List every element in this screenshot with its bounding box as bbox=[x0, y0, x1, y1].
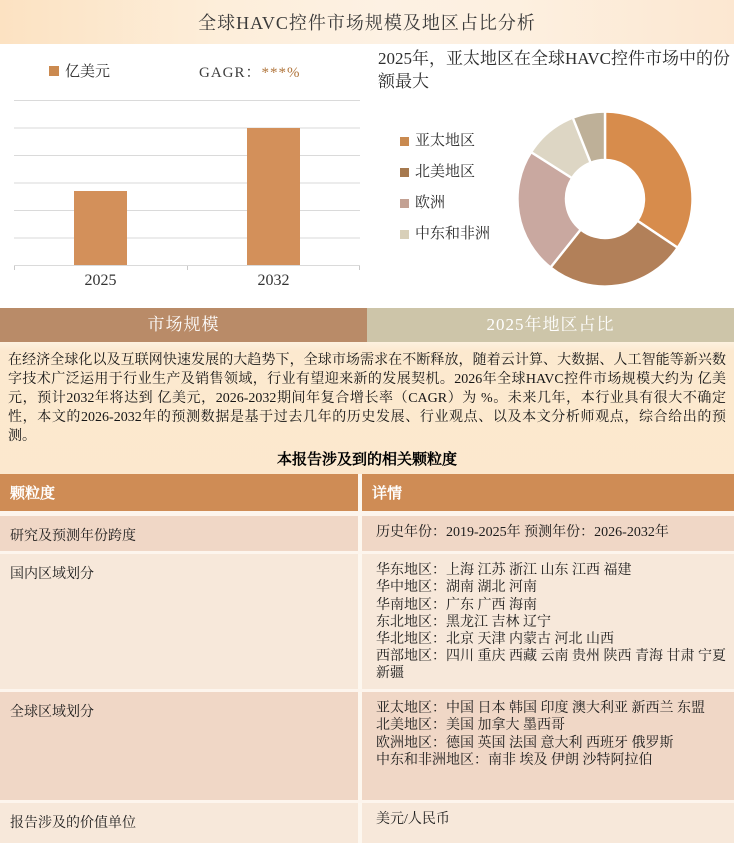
axis-tick bbox=[359, 266, 360, 270]
granularity-cell: 研究及预测年份跨度 bbox=[0, 516, 362, 551]
pie-chart-legend bbox=[400, 132, 506, 256]
legend-label: 亿美元 bbox=[65, 64, 111, 80]
detail-line: 西部地区：四川 重庆 西藏 云南 贵州 陕西 青海 甘肃 宁夏 新疆 bbox=[376, 649, 726, 681]
legend-item bbox=[400, 163, 506, 182]
bar-2025 bbox=[74, 191, 127, 265]
table-header-granularity: 颗粒度 bbox=[0, 474, 362, 511]
cagr-value: ***% bbox=[261, 65, 301, 81]
report-section bbox=[0, 342, 734, 832]
table-row bbox=[0, 551, 734, 689]
bar-chart bbox=[0, 44, 367, 308]
tab-market-size[interactable]: 市场规模 bbox=[0, 308, 367, 342]
detail-line: 华中地区：湖南 湖北 河南 bbox=[376, 580, 537, 596]
granularity-table bbox=[0, 474, 734, 843]
title-banner bbox=[0, 0, 734, 44]
detail-line: 东北地区：黑龙江 吉林 辽宁 bbox=[376, 614, 551, 630]
section-tabs bbox=[0, 308, 734, 342]
table-header-detail: 详情 bbox=[372, 485, 403, 502]
legend-item bbox=[400, 132, 506, 151]
legend-swatch-icon bbox=[400, 137, 409, 146]
bar-plot-area bbox=[14, 100, 360, 266]
table-row bbox=[0, 800, 734, 843]
detail-line: 华东地区：上海 江苏 浙江 山东 江西 福建 bbox=[376, 563, 632, 578]
legend-item bbox=[400, 194, 506, 213]
detail-line: 历史年份：2019-2025年 预测年份：2026-2032年 bbox=[376, 525, 669, 540]
x-axis-labels bbox=[14, 272, 360, 290]
detail-line: 亚太地区：中国 日本 韩国 印度 澳大利亚 新西兰 东盟 bbox=[376, 701, 705, 717]
table-body bbox=[0, 511, 734, 843]
pie-chart bbox=[367, 44, 734, 308]
detail-line: 北美地区：美国 加拿大 墨西哥 bbox=[376, 718, 565, 734]
x-axis-label: 2025 bbox=[84, 272, 117, 289]
x-axis-label: 2032 bbox=[257, 272, 290, 289]
granularity-cell: 报告涉及的价值单位 bbox=[0, 803, 362, 843]
bar-2032 bbox=[247, 128, 300, 266]
granularity-cell: 国内区域划分 bbox=[0, 554, 362, 689]
axis-tick bbox=[14, 266, 15, 270]
cagr-annotation bbox=[199, 61, 301, 82]
detail-cell bbox=[362, 803, 734, 843]
legend-item bbox=[400, 225, 506, 244]
detail-cell bbox=[362, 692, 734, 800]
legend-label: 欧洲 bbox=[415, 195, 446, 211]
cagr-prefix: GAGR： bbox=[199, 65, 262, 81]
bar-chart-legend bbox=[49, 60, 110, 81]
donut-chart-graphic bbox=[513, 107, 697, 291]
charts-section bbox=[0, 44, 734, 308]
table-header-row bbox=[0, 474, 734, 511]
detail-line: 华南地区：广东 广西 海南 bbox=[376, 597, 537, 613]
detail-cell bbox=[362, 516, 734, 551]
legend-label: 亚太地区 bbox=[415, 133, 476, 149]
table-title: 本报告涉及到的相关颗粒度 bbox=[276, 451, 457, 468]
table-row bbox=[0, 689, 734, 800]
detail-line: 美元/人民币 bbox=[376, 812, 450, 828]
report-paragraph: 在经济全球化以及互联网快速发展的大趋势下，全球市场需求在不断释放，随着云计算、大数据、人工智能等新兴数字技术广泛运用于行业生产及销售领域，行业有望迎来新的发展契机。2026年全球HAVC控件市场规模大约为 亿美元，预计2032年将达到 亿美元，2026-2032期间年复合增长率（CAGR）为 %。未来几年，本行业具有很大不确定性，本文的2026-2032年的预测数据是基于过去几年的历史发展、行业观点、以及本文分析师观点，综合给出的预测。 bbox=[8, 353, 726, 444]
page-title: 全球HAVC控件市场规模及地区占比分析 bbox=[198, 13, 536, 33]
table-row bbox=[0, 511, 734, 551]
detail-line: 华北地区：北京 天津 内蒙古 河北 山西 bbox=[376, 632, 614, 648]
legend-swatch-icon bbox=[400, 230, 409, 239]
detail-cell bbox=[362, 554, 734, 689]
granularity-cell: 全球区域划分 bbox=[0, 692, 362, 800]
legend-swatch-icon bbox=[49, 66, 59, 76]
tab-region-share[interactable]: 2025年地区占比 bbox=[367, 308, 734, 342]
detail-line: 欧洲地区：德国 英国 法国 意大利 西班牙 俄罗斯 bbox=[376, 735, 674, 751]
legend-swatch-icon bbox=[400, 199, 409, 208]
pie-chart-title: 2025年，亚太地区在全球HAVC控件市场中的份额最大 bbox=[378, 49, 730, 91]
axis-tick bbox=[187, 266, 188, 270]
legend-swatch-icon bbox=[400, 168, 409, 177]
legend-label: 中东和非洲 bbox=[415, 226, 491, 242]
detail-line: 中东和非洲地区：南非 埃及 伊朗 沙特阿拉伯 bbox=[376, 752, 653, 768]
legend-label: 北美地区 bbox=[415, 164, 476, 180]
